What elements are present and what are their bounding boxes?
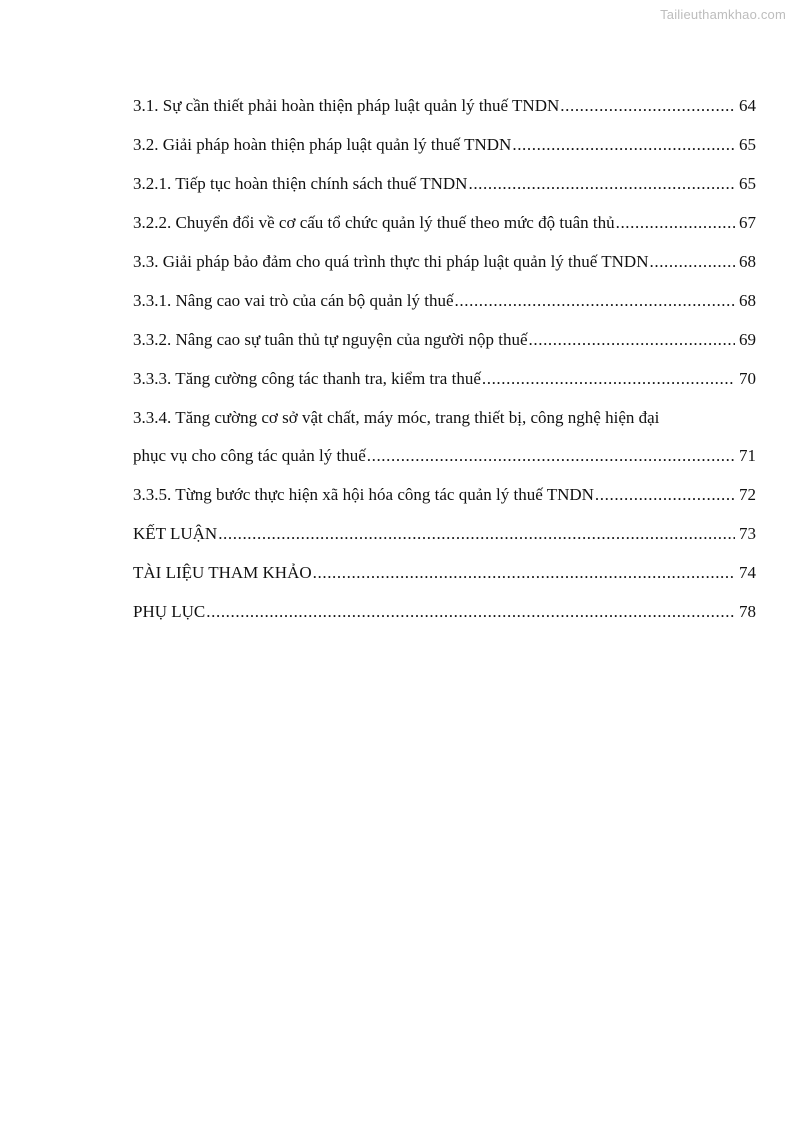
toc-entry-title: 3.3.3. Tăng cường công tác thanh tra, kiểm tra thuế <box>133 369 481 388</box>
dot-leader <box>218 521 735 547</box>
toc-page-number: 74 <box>739 563 756 582</box>
toc-entry-title: 3.2.2. Chuyển đổi về cơ cấu tổ chức quản lý thuế theo mức độ tuân thủ <box>133 213 615 232</box>
toc-page-number: 64 <box>739 96 756 115</box>
toc-entry-title: 3.3.2. Nâng cao sự tuân thủ tự nguyện của người nộp thuế <box>133 330 528 349</box>
toc-entry-title: TÀI LIỆU THAM KHẢO <box>133 563 312 582</box>
dot-leader <box>560 93 735 119</box>
toc-entry-3-3-5[interactable] <box>133 482 756 508</box>
dot-leader <box>512 132 735 158</box>
dot-leader <box>616 210 735 236</box>
toc-page-number: 65 <box>739 135 756 154</box>
toc-entry-title: PHỤ LỤC <box>133 602 206 621</box>
toc-page-number: 70 <box>739 369 756 388</box>
toc-entry-line2 <box>133 443 756 469</box>
toc-page-number: 69 <box>739 330 756 349</box>
toc-entry-title: 3.1. Sự cần thiết phải hoàn thiện pháp luật quản lý thuế TNDN <box>133 96 560 115</box>
toc-entry-title: 3.3.1. Nâng cao vai trò của cán bộ quản lý thuế <box>133 291 454 310</box>
toc-entry-3-2-1[interactable] <box>133 171 756 197</box>
toc-entry-tai-lieu-tham-khao[interactable] <box>133 560 756 586</box>
dot-leader <box>206 599 735 625</box>
dot-leader <box>455 288 735 314</box>
toc-page-number: 72 <box>739 485 756 504</box>
toc-page-number: 68 <box>739 252 756 271</box>
dot-leader <box>367 443 735 469</box>
toc-entry-3-3-2[interactable] <box>133 327 756 353</box>
dot-leader <box>482 366 735 392</box>
toc-entry-title: 3.3.5. Từng bước thực hiện xã hội hóa công tác quản lý thuế TNDN <box>133 485 594 504</box>
toc-page-number: 78 <box>739 602 756 621</box>
watermark: Tailieuthamkhao.com <box>660 7 786 22</box>
toc-entry-3-2[interactable] <box>133 132 756 158</box>
toc-page-number: 73 <box>739 524 756 543</box>
toc-entry-title: KẾT LUẬN <box>133 524 218 543</box>
toc-entry-title-line1: 3.3.4. Tăng cường cơ sở vật chất, máy móc, trang thiết bị, công nghệ hiện đại <box>133 408 660 427</box>
dot-leader <box>313 560 735 586</box>
dot-leader <box>595 482 735 508</box>
dot-leader <box>529 327 735 353</box>
toc-page-number: 67 <box>739 213 756 232</box>
toc-entry-3-2-2[interactable] <box>133 210 756 236</box>
toc-entry-3-1[interactable] <box>133 93 756 119</box>
toc-page-number: 71 <box>739 446 756 465</box>
toc-entry-3-3-3[interactable] <box>133 366 756 392</box>
toc-entry-title: 3.2.1. Tiếp tục hoàn thiện chính sách thuế TNDN <box>133 174 468 193</box>
toc-entry-title-line2: phục vụ cho công tác quản lý thuế <box>133 446 366 465</box>
toc-entry-3-3-1[interactable] <box>133 288 756 314</box>
toc-entry-phu-luc[interactable] <box>133 599 756 625</box>
toc-entry-title: 3.2. Giải pháp hoàn thiện pháp luật quản lý thuế TNDN <box>133 135 512 154</box>
toc-page-number: 65 <box>739 174 756 193</box>
toc-page-number: 68 <box>739 291 756 310</box>
table-of-contents <box>133 93 756 638</box>
toc-entry-3-3[interactable] <box>133 249 756 275</box>
dot-leader <box>468 171 735 197</box>
toc-entry-title: 3.3. Giải pháp bảo đảm cho quá trình thực thi pháp luật quản lý thuế TNDN <box>133 252 649 271</box>
toc-entry-ket-luan[interactable] <box>133 521 756 547</box>
toc-entry-3-3-4[interactable] <box>133 405 756 469</box>
dot-leader <box>650 249 736 275</box>
